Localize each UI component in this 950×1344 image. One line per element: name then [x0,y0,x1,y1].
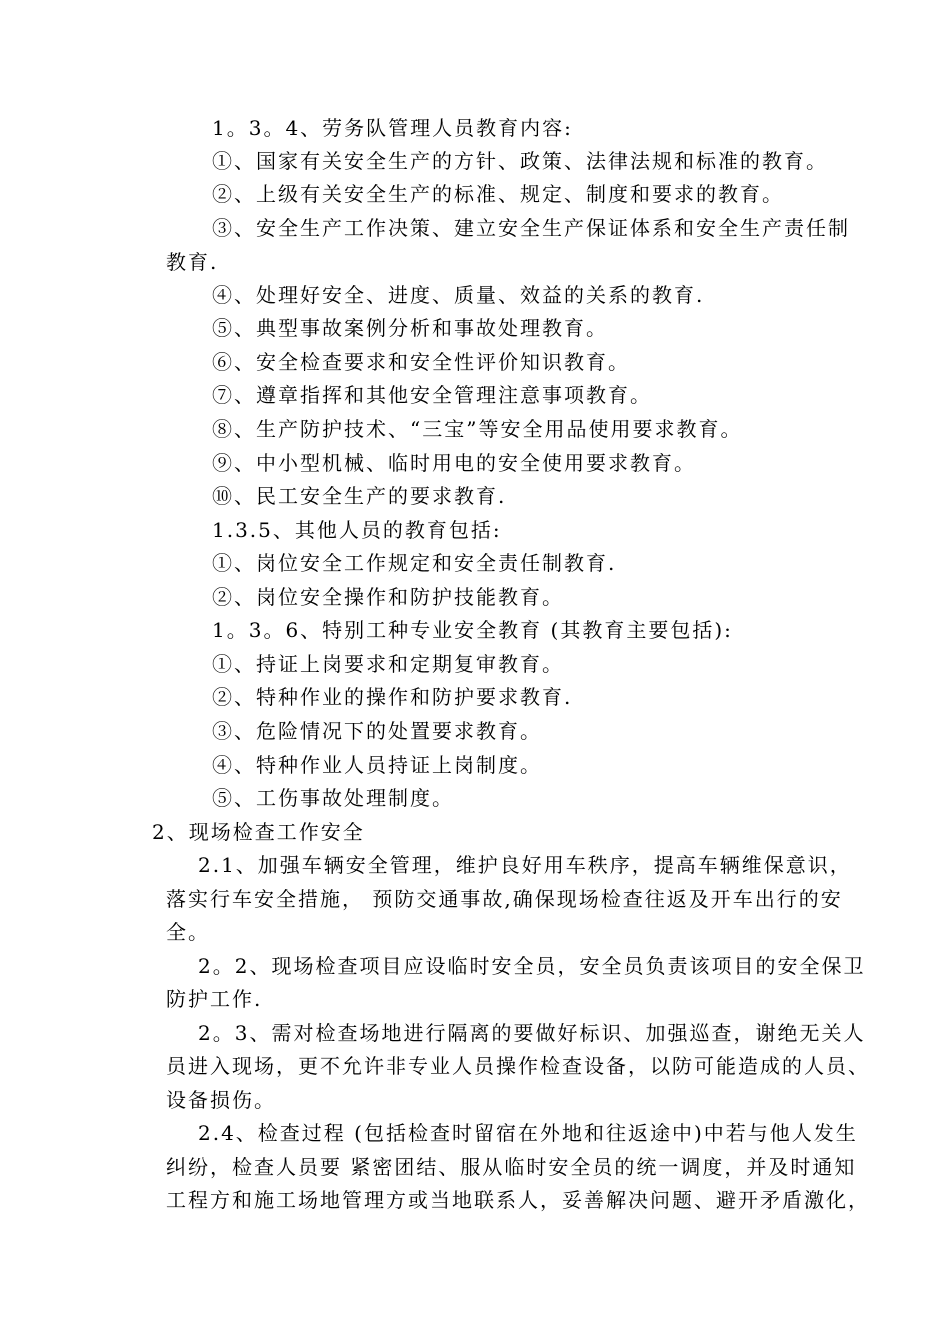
paragraph-line: 工程方和施工场地管理方或当地联系人，妥善解决问题、避开矛盾激化， [166,1188,870,1212]
list-item: ②、上级有关安全生产的标准、规定、制度和要求的教育。 [212,182,784,206]
paragraph-line: 2.4、检查过程 (包括检查时留宿在外地和往返途中)中若与他人发生 [198,1121,858,1145]
list-item: ⑩、民工安全生产的要求教育. [212,484,507,508]
list-item: ①、岗位安全工作规定和安全责任制教育. [212,551,617,575]
list-item: ⑥、安全检查要求和安全性评价知识教育。 [212,350,630,374]
paragraph-line: 2。2、现场检查项目应设临时安全员，安全员负责该项目的安全保卫 [198,954,866,978]
list-item: ⑤、工伤事故处理制度。 [212,786,454,810]
paragraph-line: 纠纷，检查人员要 紧密团结、服从临时安全员的统一调度，并及时通知 [166,1155,857,1179]
list-item-continuation: 教育. [166,250,219,274]
list-item: ③、安全生产工作决策、建立安全生产保证体系和安全生产责任制 [212,216,850,240]
paragraph-line: 员进入现场，更不允许非专业人员操作检查设备，以防可能造成的人员、 [166,1054,870,1078]
paragraph-line: 防护工作. [166,987,263,1011]
section-heading-1-3-5: 1.3.5、其他人员的教育包括: [212,518,502,542]
paragraph-line: 设备损伤。 [166,1088,276,1112]
paragraph-line: 落实行车安全措施， 预防交通事故,确保现场检查往返及开车出行的安 [166,887,843,911]
list-item: ⑨、中小型机械、临时用电的安全使用要求教育。 [212,451,696,475]
section-heading-1-3-4: 1。3。4、劳务队管理人员教育内容: [212,116,573,140]
section-heading-1-3-6: 1。3。6、特别工种专业安全教育 (其教育主要包括): [212,618,733,642]
list-item: ④、处理好安全、进度、质量、效益的关系的教育. [212,283,705,307]
list-item: ④、特种作业人员持证上岗制度。 [212,753,542,777]
paragraph-line: 2。3、需对检查场地进行隔离的要做好标识、加强巡查，谢绝无关人 [198,1021,866,1045]
paragraph-line: 全。 [166,920,210,944]
section-heading-2: 2、现场检查工作安全 [152,820,365,844]
list-item: ①、持证上岗要求和定期复审教育。 [212,652,564,676]
list-item: ②、特种作业的操作和防护要求教育. [212,685,573,709]
list-item: ⑧、生产防护技术、“三宝”等安全用品使用要求教育。 [212,417,743,441]
list-item: ①、国家有关安全生产的方针、政策、法律法规和标准的教育。 [212,149,828,173]
paragraph-line: 2.1、加强车辆安全管理，维护良好用车秩序，提高车辆维保意识， [198,853,852,877]
list-item: ⑦、遵章指挥和其他安全管理注意事项教育。 [212,383,652,407]
list-item: ③、危险情况下的处置要求教育。 [212,719,542,743]
list-item: ②、岗位安全操作和防护技能教育。 [212,585,564,609]
list-item: ⑤、典型事故案例分析和事故处理教育。 [212,316,608,340]
